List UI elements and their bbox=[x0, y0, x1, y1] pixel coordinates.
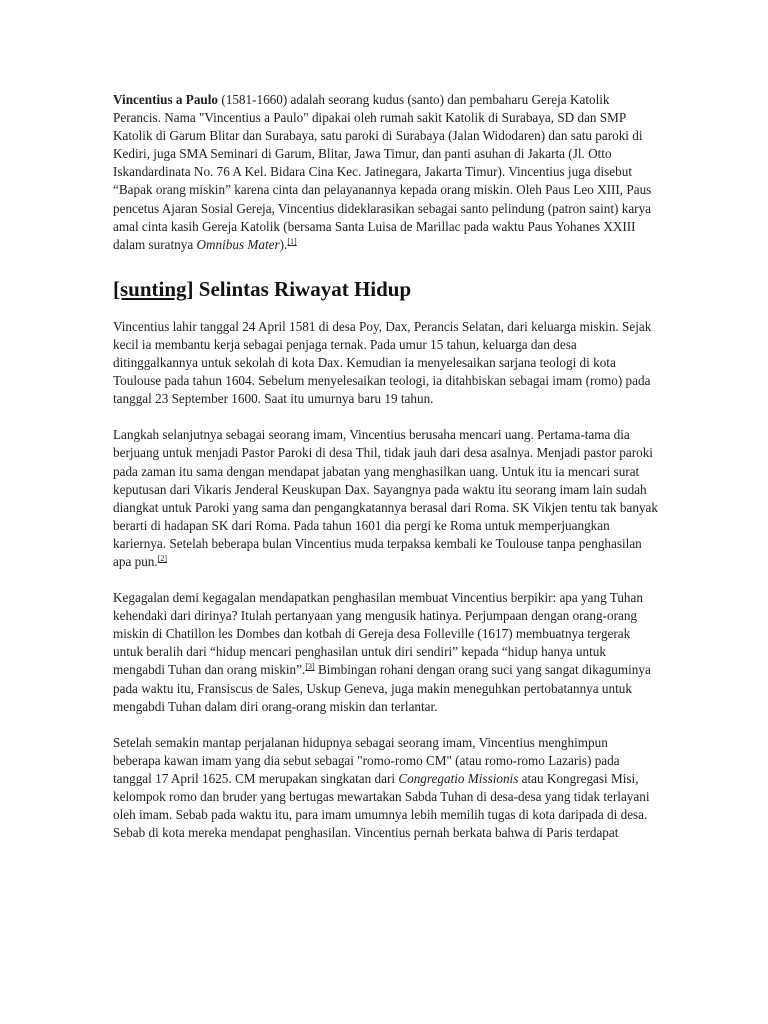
intro-text: (1581-1660) adalah seorang kudus (santo) dan pembaharu Gereja Katolik Perancis. Nama "Vincentius a Paulo" dipakai oleh rumah sakit Katolik di Surabaya, SD dan SMP Katolik di Garum Blitar dan Surabaya, satu paroki di Surabaya (Jalan Widodaren) dan satu paroki di Kediri, juga SMA Seminari di Garum, Blitar, Jawa Timur, dan panti asuhan di Jakarta (Jl. Otto Iskandardinata No. 76 A Kel. Bidara Cina Kec. Jatinegara, Jakarta Timur). Vincentius juga disebut “Bapak orang miskin” karena cinta dan pelayanannya kepada orang miskin. Oleh Paus Leo XIII, Paus pencetus Ajaran Sosial Gereja, Vincentius dideklarasikan sebagai santo pelindung (patron saint) karya amal cinta kasih Gereja Katolik (bersama Santa Luisa de Marillac pada waktu Paus Yohanes XXIII dalam suratnya bbox=[113, 92, 652, 252]
paragraph-conversion-text-2: Bimbingan rohani dengan orang suci yang sangat dikaguminya pada waktu itu, Fransiscus de Sales, Uskup Geneva, juga makin meneguhkan pertobatannya untuk mengabdi Tuhan dalam diri orang-orang miskin dan terlantar. bbox=[113, 662, 651, 714]
footnote-link-3[interactable]: [3] bbox=[305, 662, 315, 672]
intro-text-end: ). bbox=[279, 236, 288, 252]
paragraph-conversion-text-1: Kegagalan demi kegagalan mendapatkan penghasilan membuat Vincentius berpikir: apa yang Tuhan kehendaki dari dirinya? Itulah pertanyaan yang mengusik hatinya. Perjumpaan dengan orang-orang miskin di Chatillon les Dombes dan kotbah di Gereja desa Folleville (1617) membuatnya tergerak untuk beralih dari “hidup mencari penghasilan untuk diri sendiri” kepada “hidup hanya untuk mengabdi Tuhan dan orang miskin”. bbox=[113, 590, 643, 678]
paragraph-early-life: Vincentius lahir tanggal 24 April 1581 di desa Poy, Dax, Perancis Selatan, dari keluarga miskin. Sejak kecil ia membantu kerja sebagai penjaga ternak. Pada umur 15 tahun, keluarga dan desa ditinggalkannya untuk sekolah di kota Dax. Kemudian ia menyelesaikan sarjana teologi di kota Toulouse pada tahun 1604. Sebelum menyelesaikan teologi, ia ditahbiskan sebagai imam (romo) pada tanggal 23 September 1600. Saat itu umurnya baru 19 tahun. bbox=[113, 318, 652, 407]
congregation-name: Congregatio Missionis bbox=[398, 770, 519, 786]
paragraph-career bbox=[113, 426, 658, 571]
article-body bbox=[113, 91, 658, 860]
paragraph-conversion bbox=[113, 589, 658, 716]
section-title: Selintas Riwayat Hidup bbox=[193, 276, 412, 301]
paragraph-congregation-text-1: Setelah semakin mantap perjalanan hidupnya sebagai seorang imam, Vincentius menghimpun beberapa kawan imam yang dia sebut sebagai "romo-romo CM" (atau romo-romo Lazaris) pada tanggal 17 April 1625. CM merupakan singkatan dari bbox=[113, 734, 620, 786]
footnote-ref-3 bbox=[305, 662, 314, 671]
footnote-link-2[interactable]: [2] bbox=[157, 553, 168, 563]
subject-name: Vincentius a Paulo bbox=[113, 92, 219, 107]
edit-link[interactable]: [sunting] bbox=[113, 276, 194, 301]
footnote-link-1[interactable]: [1] bbox=[287, 236, 297, 246]
paragraph-career-text: Langkah selanjutnya sebagai seorang imam, Vincentius berusaha mencari uang. Pertama-tama dia berjuang untuk menjadi Pastor Paroki di desa Thil, tidak jauh dari desa asalnya. Menjadi pastor paroki pada zaman itu sama dengan mendapat jabatan yang menghasilkan uang. Untuk itu ia mencari surat keputusan dari Vikaris Jenderal Keuskupan Dax. Sayangnya pada waktu itu seorang imam lain sudah diangkat untuk Paroki yang sama dan pengangkatannya berasal dari Roma. SK Vikjen tentu tak banyak berarti di hadapan SK dari Roma. Pada tahun 1601 dia pergi ke Roma untuk memperjuangkan kariernya. Setelah beberapa bulan Vincentius muda terpaksa kembali ke Toulouse tanpa penghasilan apa pun. bbox=[113, 427, 659, 569]
section-heading bbox=[113, 276, 658, 302]
intro-paragraph bbox=[113, 91, 658, 254]
footnote-ref-2 bbox=[158, 554, 167, 563]
paragraph-congregation-text-2: atau Kongregasi Misi, kelompok romo dan bruder yang bertugas mewartakan Sabda Tuhan di desa-desa yang tidak terlayani oleh imam. Sebab pada waktu itu, para imam umumnya lebih memilih tugas di kota daripada di desa. Sebab di kota mereka mendapat penghasilan. Vincentius pernah berkata bahwa di Paris terdapat bbox=[113, 770, 650, 841]
paragraph-congregation bbox=[113, 734, 658, 843]
intro-italic-title: Omnibus Mater bbox=[196, 236, 280, 252]
footnote-ref-1 bbox=[287, 237, 296, 246]
